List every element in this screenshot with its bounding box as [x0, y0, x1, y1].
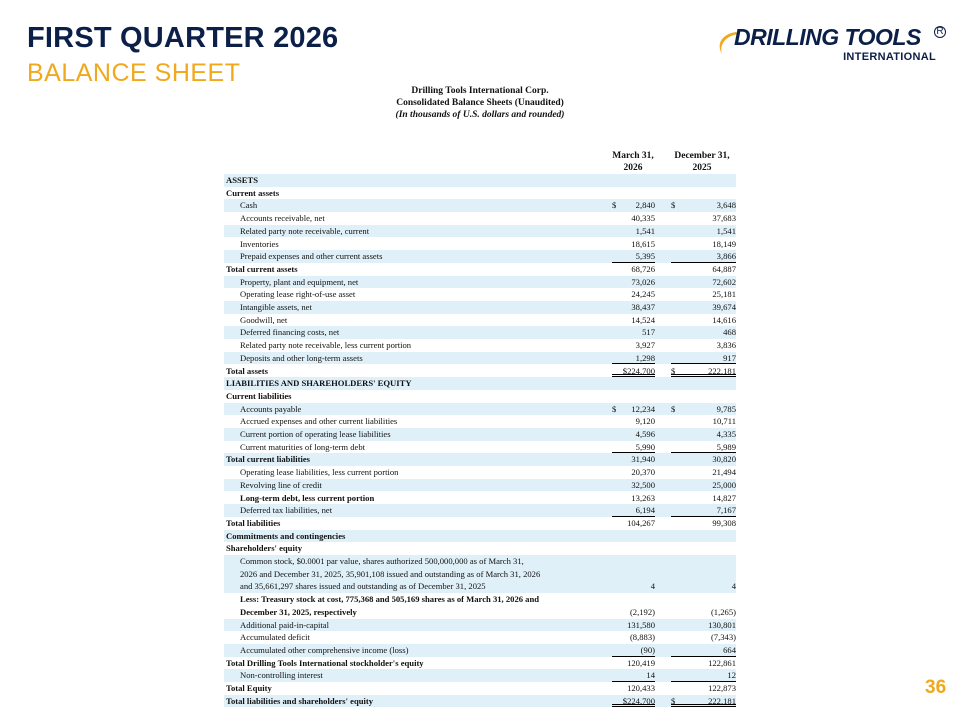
column-header-march-2026 [602, 150, 664, 174]
value-cell-2025 [671, 453, 736, 466]
value-cell-2025 [671, 644, 736, 657]
table-row-total-liabilities [224, 517, 736, 530]
common-stock-line1: Common stock, $0.0001 par value, shares authorized 500,000,000 as of March 31, [240, 556, 524, 566]
row-label: Shareholders' equity [226, 543, 303, 554]
value: 21,494 [712, 467, 736, 478]
table-row-commitments-and-contingencies [224, 530, 736, 543]
value: 68,726 [631, 263, 655, 274]
table-row-total-current-assets [224, 263, 736, 276]
value-cell-2025 [671, 250, 736, 263]
row-label: Accounts payable [240, 403, 302, 414]
value-cell-2026 [612, 682, 655, 695]
table-row-accumulated-other-comprehensive-income-l [224, 644, 736, 657]
currency-symbol: $ [671, 695, 676, 706]
value-cell-2026 [612, 403, 655, 416]
value-cell-2026 [612, 326, 655, 339]
value-cell-2026 [612, 288, 655, 301]
value: 5,990 [635, 441, 655, 452]
currency-symbol: $ [671, 403, 676, 414]
value: $224,700 [622, 695, 655, 706]
value: 9,120 [635, 416, 655, 427]
value-cell-2026 [612, 263, 655, 276]
value-cell-2026 [612, 657, 655, 670]
row-label: Accounts receivable, net [240, 213, 325, 224]
col1-line1: March 31, [612, 151, 654, 161]
value-cell-2026 [612, 339, 655, 352]
table-row-current-liabilities [224, 390, 736, 403]
company-logo [716, 24, 946, 68]
table-row-total-equity [224, 682, 736, 695]
value: 3,836 [716, 340, 736, 351]
currency-symbol: $ [671, 365, 676, 376]
treasury-line2: December 31, 2025, respectively [240, 606, 357, 617]
value-cell-2026 [612, 644, 655, 657]
table-row-intangible-assets-net [224, 301, 736, 314]
value: 4 [731, 581, 736, 592]
row-label: Non-controlling interest [240, 670, 323, 681]
value-cell-2026 [612, 415, 655, 428]
value-cell-2025 [671, 314, 736, 327]
value-cell-2025 [671, 263, 736, 276]
treasury-line1: Less: Treasury stock at cost, 775,368 and 505,169 shares as of March 31, 2026 and [240, 594, 540, 604]
row-label: Total assets [226, 365, 268, 376]
table-row-inventories [224, 238, 736, 251]
value: 3,648 [716, 200, 736, 211]
value-cell-2025 [671, 238, 736, 251]
value: 120,419 [627, 657, 655, 668]
value-cell-2025 [671, 517, 736, 530]
value-cell-2025 [671, 492, 736, 505]
table-row-accumulated-deficit [224, 631, 736, 644]
row-label: Related party note receivable, less current portion [240, 340, 412, 351]
value: 4 [650, 581, 655, 592]
slide-subtitle: BALANCE SHEET [27, 59, 241, 87]
table-row-total-liabilities-and-shareholders-equit [224, 695, 736, 708]
value: 25,181 [712, 289, 736, 300]
table-row-cash [224, 199, 736, 212]
value: 1,541 [635, 225, 655, 236]
row-label: Accrued expenses and other current liabilities [240, 416, 398, 427]
row-label: Current liabilities [226, 390, 292, 401]
value: $224,700 [622, 365, 655, 376]
row-label: Accumulated deficit [240, 632, 310, 643]
row-label: Total liabilities and shareholders' equity [226, 695, 374, 706]
value: (7,343) [710, 632, 736, 643]
value-cell-2025 [671, 326, 736, 339]
table-row-related-party-note-receivable-current [224, 225, 736, 238]
value: 12 [727, 670, 736, 681]
value-cell-2026 [612, 225, 655, 238]
row-label: Related party note receivable, current [240, 225, 370, 236]
value-cell-2026 [612, 238, 655, 251]
table-row-assets [224, 174, 736, 187]
value: 18,149 [712, 238, 736, 249]
value-cell-2025 [671, 441, 736, 454]
table-row-additional-paid-in-capital [224, 619, 736, 632]
table-row-current-maturities-of-long-term-debt [224, 441, 736, 454]
value-cell-2025 [671, 619, 736, 632]
value: (90) [640, 644, 655, 655]
value-cell-2025 [671, 479, 736, 492]
value-cell-2026 [612, 631, 655, 644]
value-cell-2026 [612, 492, 655, 505]
value: 6,194 [635, 505, 655, 516]
row-label: Total liabilities [226, 517, 281, 528]
value-cell-2026 [612, 441, 655, 454]
table-row-total-assets [224, 365, 736, 378]
common-stock-value-2026 [612, 580, 655, 593]
table-row-shareholders-equity [224, 542, 736, 555]
value: 25,000 [712, 479, 736, 490]
value-cell-2026 [612, 199, 655, 212]
table-row-current-assets [224, 187, 736, 200]
col1-line2: 2026 [623, 163, 643, 173]
value: 122,873 [708, 683, 736, 693]
row-label: Property, plant and equipment, net [240, 276, 359, 287]
value-cell-2025 [671, 276, 736, 289]
value: 222,181 [708, 695, 736, 706]
table-row-total-current-liabilities [224, 453, 736, 466]
table-row-current-portion-of-operating-lease-liabi [224, 428, 736, 441]
value: 468 [723, 327, 736, 338]
value: 2,840 [635, 200, 655, 211]
currency-symbol: $ [612, 403, 617, 414]
value: 99,308 [712, 517, 736, 528]
value: 24,245 [631, 289, 655, 300]
row-label: Goodwill, net [240, 314, 288, 325]
value-cell-2025 [671, 682, 736, 695]
value-cell-2025 [671, 339, 736, 352]
value-cell-2026 [612, 365, 655, 378]
common-stock-line3: and 35,661,297 shares issued and outstanding as of December 31, 2025 [240, 581, 486, 592]
value: 14,616 [712, 314, 736, 325]
column-header-december-2025 [666, 150, 738, 174]
page-number: 36 [925, 677, 947, 698]
table-row-deferred-financing-costs-net [224, 326, 736, 339]
treasury-stock-row [224, 593, 736, 618]
value-cell-2026 [612, 453, 655, 466]
value: 9,785 [716, 403, 736, 414]
value-cell-2025 [671, 657, 736, 670]
value-cell-2026 [612, 250, 655, 263]
row-label: Long-term debt, less current portion [240, 492, 375, 503]
table-row-operating-lease-right-of-use-asset [224, 288, 736, 301]
value: 222,181 [708, 365, 736, 376]
row-label: Accumulated other comprehensive income (loss) [240, 644, 409, 655]
value-cell-2025 [671, 225, 736, 238]
value: 131,580 [627, 619, 655, 630]
value-cell-2025 [671, 415, 736, 428]
value: 917 [723, 352, 736, 363]
value: 517 [642, 327, 655, 338]
treasury-value-2026 [612, 606, 655, 619]
value-cell-2026 [612, 428, 655, 441]
row-label: ASSETS [226, 175, 259, 185]
treasury-value-2025 [671, 606, 736, 619]
value-cell-2026 [612, 695, 655, 708]
value: 10,711 [712, 416, 736, 427]
value: 40,335 [631, 213, 655, 224]
row-label: Deferred tax liabilities, net [240, 505, 333, 516]
value-cell-2026 [612, 276, 655, 289]
value-cell-2025 [671, 352, 736, 365]
value: 120,433 [627, 683, 655, 693]
value-cell-2025 [671, 669, 736, 682]
value-cell-2026 [612, 301, 655, 314]
treasury-stock-label [240, 593, 539, 618]
value: 14,827 [712, 492, 736, 503]
value-cell-2026 [612, 669, 655, 682]
row-label: Current portion of operating lease liabilities [240, 429, 391, 439]
value: 31,940 [631, 454, 655, 465]
table-row-total-drilling-tools-international-stock [224, 657, 736, 670]
logo-wordmark: DRILLING TOOLS [734, 24, 921, 50]
table-row-deferred-tax-liabilities-net [224, 504, 736, 517]
value-cell-2025 [671, 199, 736, 212]
value: 4,335 [716, 429, 736, 439]
value-cell-2025 [671, 631, 736, 644]
value-cell-2025 [671, 301, 736, 314]
common-stock-row [224, 555, 736, 593]
table-row-non-controlling-interest [224, 669, 736, 682]
row-label: LIABILITIES AND SHAREHOLDERS' EQUITY [226, 378, 412, 389]
table-row-prepaid-expenses-and-other-current-asset [224, 250, 736, 263]
value-cell-2026 [612, 517, 655, 530]
value-cell-2026 [612, 466, 655, 479]
table-row-operating-lease-liabilities-less-current [224, 466, 736, 479]
statement-units: (In thousands of U.S. dollars and rounded) [395, 110, 565, 120]
table-row-long-term-debt-less-current-portion [224, 492, 736, 505]
statement-name: Consolidated Balance Sheets (Unaudited) [396, 98, 564, 108]
common-stock-line2: 2026 and December 31, 2025, 35,901,108 issued and outstanding as of March 31, 2026 [240, 568, 541, 579]
value: 72,602 [712, 276, 736, 287]
table-row-liabilities-and-shareholders-equity [224, 377, 736, 390]
value-cell-2025 [671, 428, 736, 441]
value: 1,298 [635, 352, 655, 363]
value: 122,861 [708, 657, 736, 668]
row-label: Total current assets [226, 263, 298, 274]
value-cell-2025 [671, 695, 736, 708]
col2-line2: 2025 [692, 163, 712, 173]
value: 1,541 [716, 225, 736, 236]
row-label: Intangible assets, net [240, 302, 312, 312]
value: (2,192) [629, 606, 655, 617]
row-label: Total Equity [226, 683, 272, 693]
value: 12,234 [631, 403, 655, 414]
value: (8,883) [629, 632, 655, 643]
table-row-revolving-line-of-credit [224, 479, 736, 492]
row-label: Operating lease right-of-use asset [240, 289, 356, 300]
value: 64,887 [712, 263, 736, 274]
value: 38,437 [631, 302, 655, 312]
value: 4,596 [635, 429, 655, 439]
value: 3,927 [635, 340, 655, 351]
value: 73,026 [631, 276, 655, 287]
value: 30,820 [712, 454, 736, 465]
value: 39,674 [712, 302, 736, 312]
row-label: Current maturities of long-term debt [240, 441, 366, 452]
value-cell-2025 [671, 212, 736, 225]
value-cell-2025 [671, 504, 736, 517]
value: 13,263 [631, 492, 655, 503]
table-row-accrued-expenses-and-other-current-liabi [224, 415, 736, 428]
value: 14,524 [631, 314, 655, 325]
value-cell-2026 [612, 352, 655, 365]
row-label: Commitments and contingencies [226, 530, 346, 541]
value-cell-2026 [612, 479, 655, 492]
row-label: Additional paid-in-capital [240, 619, 330, 630]
row-label: Cash [240, 200, 258, 211]
table-row-related-party-note-receivable-less-curre [224, 339, 736, 352]
value-cell-2026 [612, 504, 655, 517]
common-stock-label [240, 555, 540, 593]
table-row-goodwill-net [224, 314, 736, 327]
common-stock-value-2025 [671, 580, 736, 593]
value-cell-2025 [671, 403, 736, 416]
value: 32,500 [631, 479, 655, 490]
value: 37,683 [712, 213, 736, 224]
value-cell-2025 [671, 365, 736, 378]
value: 130,801 [708, 619, 736, 630]
value-cell-2026 [612, 314, 655, 327]
row-label: Revolving line of credit [240, 479, 322, 490]
logo-subtext: INTERNATIONAL [843, 51, 936, 63]
value-cell-2025 [671, 288, 736, 301]
value-cell-2025 [671, 466, 736, 479]
row-label: Current assets [226, 187, 280, 198]
value: 104,267 [627, 517, 655, 528]
value: 3,866 [716, 251, 736, 262]
value: 14 [646, 670, 655, 681]
value: 664 [723, 644, 736, 655]
row-label: Operating lease liabilities, less current portion [240, 467, 399, 478]
currency-symbol: $ [612, 200, 617, 211]
table-row-deposits-and-other-long-term-assets [224, 352, 736, 365]
row-label: Total Drilling Tools International stockholder's equity [226, 657, 424, 668]
value-cell-2026 [612, 619, 655, 632]
table-row-property-plant-and-equipment-net [224, 276, 736, 289]
col2-line1: December 31, [674, 151, 730, 161]
company-name: Drilling Tools International Corp. [411, 86, 549, 96]
row-label: Inventories [240, 238, 279, 249]
value: 5,989 [716, 441, 736, 452]
value: 7,167 [716, 505, 736, 516]
currency-symbol: $ [671, 200, 676, 211]
value: 20,370 [631, 467, 655, 478]
registered-mark-icon: R [934, 26, 946, 38]
slide-title: FIRST QUARTER 2026 [27, 22, 339, 54]
row-label: Deferred financing costs, net [240, 327, 340, 338]
table-row-accounts-payable [224, 403, 736, 416]
row-label: Total current liabilities [226, 454, 311, 465]
row-label: Prepaid expenses and other current assets [240, 251, 383, 262]
value: (1,265) [710, 606, 736, 617]
value: 18,615 [631, 238, 655, 249]
table-row-accounts-receivable-net [224, 212, 736, 225]
value: 5,395 [635, 251, 655, 262]
row-label: Deposits and other long-term assets [240, 352, 363, 363]
value-cell-2026 [612, 212, 655, 225]
